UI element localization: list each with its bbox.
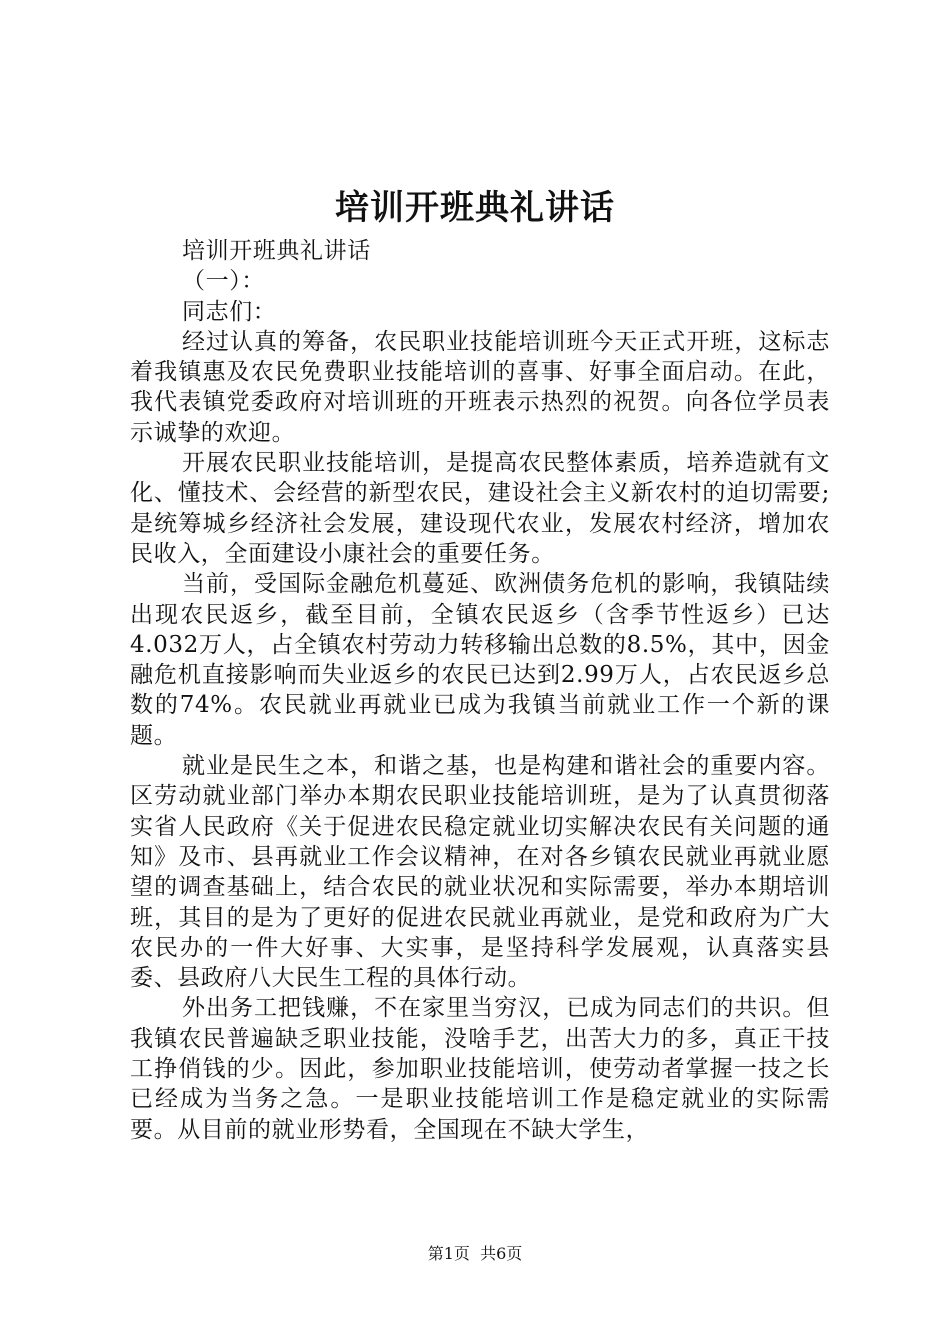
document-body: [130, 236, 830, 1145]
paragraph: 外出务工把钱赚，不在家里当穷汉，已成为同志们的共识。但我镇农民普遍缺乏职业技能，没啥手艺，出苦大力的多，真正干技工挣俏钱的少。因此，参加职业技能培训，使劳动者掌握一技之长已经成为当务之急。一是职业技能培训工作是稳定就业的实际需要。从目前的就业形势看，全国现在不缺大学生，: [130, 995, 830, 1143]
document-title: 培训开班典礼讲话: [335, 188, 615, 228]
page-footer: [0, 1244, 950, 1264]
paragraph: 开展农民职业技能培训，是提高农民整体素质，培养造就有文化、懂技术、会经营的新型农民，建设社会主义新农村的迫切需要;是统筹城乡经济社会发展，建设现代农业，发展农村经济，增加农民收入，全面建设小康社会的重要任务。: [130, 450, 830, 567]
paragraph: 当前，受国际金融危机蔓延、欧洲债务危机的影响，我镇陆续出现农民返乡，截至目前，全镇农民返乡（含季节性返乡）已达4.032万人，占全镇农村劳动力转移输出总数的8.5%，其中，因金融危机直接影响而失业返乡的农民已达到2.99万人，占农民返乡总数的74%。农民就业再就业已成为我镇当前就业工作一个新的课题。: [130, 571, 830, 749]
paragraph: 经过认真的筹备，农民职业技能培训班今天正式开班，这标志着我镇惠及农民免费职业技能培训的喜事、好事全面启动。在此，我代表镇党委政府对培训班的开班表示热烈的祝贺。向各位学员表示诚挚的欢迎。: [130, 328, 830, 446]
page-number: 第1页: [427, 1244, 470, 1263]
document-subtitle: 培训开班典礼讲话: [182, 238, 371, 264]
greeting: 同志们：: [182, 298, 277, 325]
page-total: 共6页: [480, 1244, 523, 1263]
paragraph: 就业是民生之本，和谐之基，也是构建和谐社会的重要内容。区劳动就业部门举办本期农民职业技能培训班，是为了认真贯彻落实省人民政府《关于促进农民稳定就业切实解决农民有关问题的通知》及市、县再就业工作会议精神，在对各乡镇农民就业再就业愿望的调查基础上，结合农民的就业状况和实际需要，举办本期培训班，其目的是为了更好的促进农民就业再就业，是党和政府为广大农民办的一件大好事、大实事，是坚持科学发展观，认真落实县委、县政府八大民生工程的具体行动。: [130, 753, 830, 992]
section-label: （一）：: [182, 268, 265, 295]
